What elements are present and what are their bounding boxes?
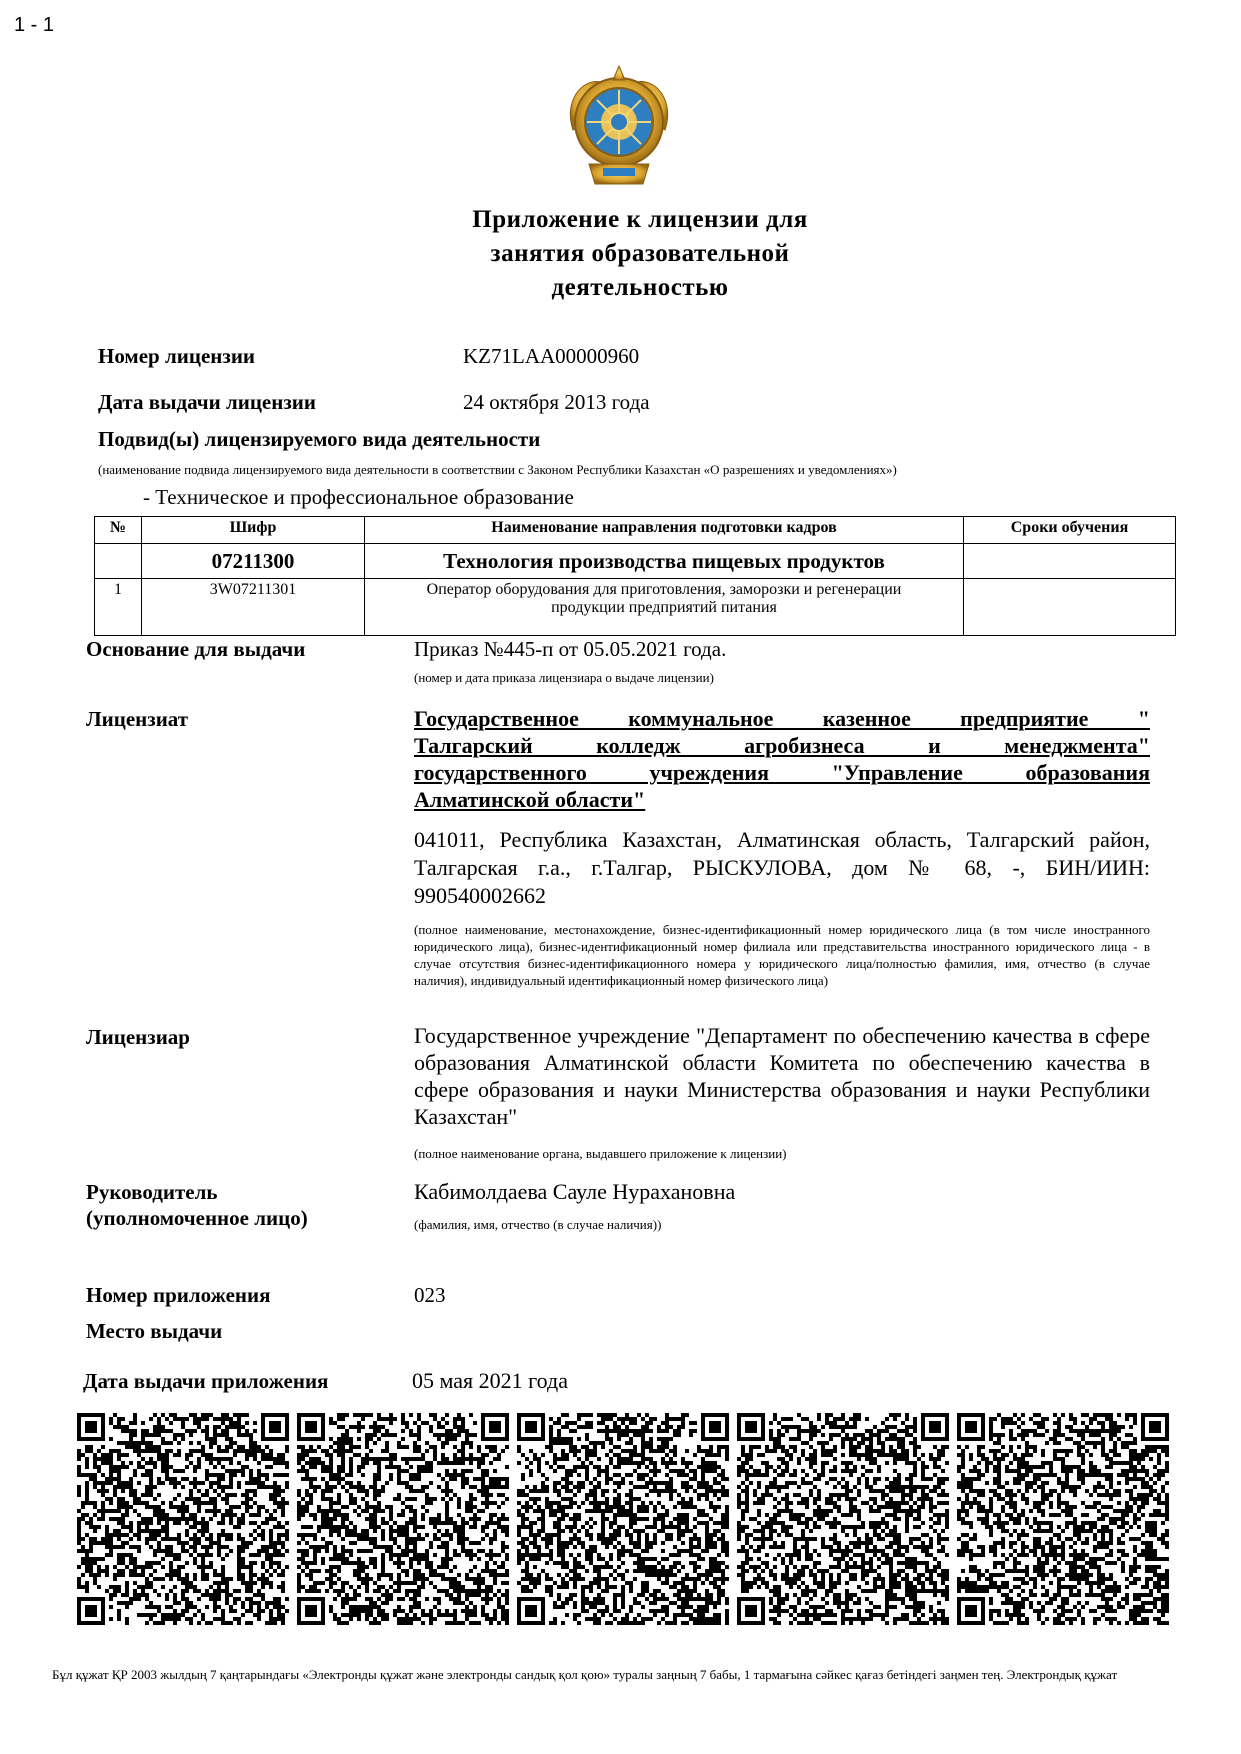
licensor-value: Государственное учреждение "Департамент по обеспечению качества в сфере образования Алматинской области Комитета по обеспечению качества в сфере образования и науки Министерства образования и науки Республики Казахстан" xyxy=(414,1023,1150,1129)
licensee-name: Государственное коммунальное казенное предприятие " Талгарский колледж агробизнеса и менеджмента" государственного учреждения "Управление образования Алматинской области" xyxy=(414,706,1150,812)
table-header-num: № xyxy=(95,517,142,544)
footer-legal-note: Бұл құжат ҚР 2003 жылдың 7 қаңтарындағы «Электронды құжат және электронды сандық қол қою» туралы заңның 7 бабы, 1 тармағына сәйкес қағаз бетіндегі заңмен тең. Электрондық құжат xyxy=(52,1667,1118,1682)
document-title: Приложение к лицензии для занятия образовательной деятельностью xyxy=(472,206,808,301)
licensor-label: Лицензиар xyxy=(86,1025,190,1049)
qr-code-2 xyxy=(297,1413,509,1625)
place-label: Место выдачи xyxy=(86,1319,223,1343)
basis-value: Приказ №445-п от 05.05.2021 года. xyxy=(414,637,727,661)
group-code: 07211300 xyxy=(142,544,365,579)
appendix-date-value: 05 мая 2021 года xyxy=(412,1368,568,1393)
appendix-number-value: 023 xyxy=(414,1283,446,1307)
licensee-address: 041011, Республика Казахстан, Алматинская область, Талгарский район, Талгарская г.а., г.Талгар, РЫСКУЛОВА, дом № 68, -, БИН/ИИН: 990540002662 xyxy=(414,827,1150,908)
head-value: Кабимолдаева Сауле Нурахановна xyxy=(414,1179,736,1204)
group-name: Технология производства пищевых продуктов xyxy=(365,544,964,579)
appendix-date-label: Дата выдачи приложения xyxy=(83,1369,329,1393)
training-directions-table xyxy=(94,516,1176,636)
qr-code-5 xyxy=(957,1413,1169,1625)
row-code: 3W07211301 xyxy=(142,579,365,636)
state-emblem-icon xyxy=(553,60,685,192)
license-date-value: 24 октября 2013 года xyxy=(463,390,650,414)
qr-code-1 xyxy=(77,1413,289,1625)
table-header-name: Наименование направления подготовки кадров xyxy=(365,517,964,544)
appendix-number-label: Номер приложения xyxy=(86,1283,271,1307)
head-label: Руководитель (уполномоченное лицо) xyxy=(86,1180,308,1230)
head-note: (фамилия, имя, отчество (в случае наличия)) xyxy=(414,1217,662,1232)
row-num: 1 xyxy=(95,579,142,636)
qr-code-4 xyxy=(737,1413,949,1625)
basis-note: (номер и дата приказа лицензиара о выдаче лицензии) xyxy=(414,670,714,685)
table-header-code: Шифр xyxy=(142,517,365,544)
qr-code-3 xyxy=(517,1413,729,1625)
subtypes-note: (наименование подвида лицензируемого вида деятельности в соответствии с Законом Республики Казахстан «О разрешениях и уведомлениях») xyxy=(98,462,897,477)
row-term xyxy=(964,579,1176,636)
license-date-label: Дата выдачи лицензии xyxy=(98,390,316,414)
licensee-note: (полное наименование, местонахождение, бизнес-идентификационный номер юридического лица (в том числе иностранного юридического лица), бизнес-идентификационный номер филиала или представительства иностранного юридического лица - в случае отсутствия бизнес-идентификационного номера у юридического лица/полностью фамилия, имя, отчество (в случае наличия), индивидуальный идентификационный номер физического лица) xyxy=(414,922,1150,988)
license-number-value: KZ71LAA00000960 xyxy=(463,344,640,368)
subtypes-label: Подвид(ы) лицензируемого вида деятельности xyxy=(98,427,541,451)
table-header-row xyxy=(95,517,1176,544)
table-header-term: Сроки обучения xyxy=(964,517,1176,544)
page-number: 1 - 1 xyxy=(14,14,55,36)
licensee-label: Лицензиат xyxy=(86,707,189,731)
license-number-label: Номер лицензии xyxy=(98,344,256,368)
table-row xyxy=(95,579,1176,636)
licensor-note: (полное наименование органа, выдавшего приложение к лицензии) xyxy=(414,1146,787,1161)
basis-label: Основание для выдачи xyxy=(86,637,306,661)
row-name: Оператор оборудования для приготовления, заморозки и регенерации продукции предприятий питания xyxy=(365,579,964,636)
table-group-row xyxy=(95,544,1176,579)
subtype-item: - Техническое и профессиональное образование xyxy=(143,485,574,509)
